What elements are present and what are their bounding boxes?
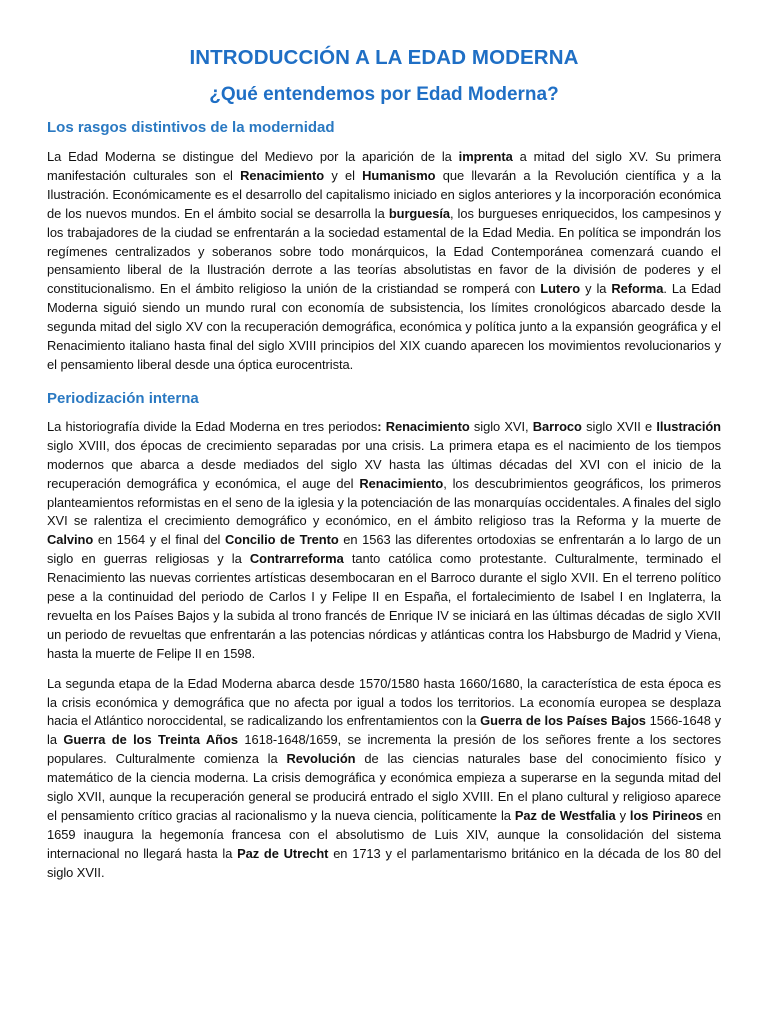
text-run: La historiografía divide la Edad Moderna en tres periodos <box>47 418 378 434</box>
text-run: que llevarán a la Revolución científica y a la Ilustración. Económicamente es el desarrollo del capitalismo iniciado en siglos anteriores y la incorporación económica de los nuevos mundos. En el ámbito social se desarrolla la <box>47 167 722 221</box>
bold-term: Contrarreforma <box>249 551 344 567</box>
bold-term: Lutero <box>540 281 581 297</box>
bold-term: burguesía <box>388 205 450 221</box>
text-run: en 1564 y el final del <box>93 532 225 548</box>
text-run: y <box>615 808 630 823</box>
text-run: a mitad del siglo XV. Su primera manifestación culturales son el <box>47 149 721 183</box>
text-run: en 1563 las diferentes ortodoxias se enfrentarán a lo largo de un siglo en guerras religiosas y la <box>47 532 721 567</box>
page-subtitle: ¿Qué entendemos por Edad Moderna? <box>209 84 559 105</box>
bold-term: Renacimiento <box>240 167 325 183</box>
bold-term: Calvino <box>47 532 94 548</box>
paragraph-periodizacion-1 <box>47 418 721 664</box>
bold-term: los Pirineos <box>629 808 703 823</box>
bold-term: Paz de Westfalia <box>514 808 616 823</box>
text-run: 1618-1648/1659, se incrementa la presión de los señores frente a los sectores populares. Culturalmente comienza la <box>47 732 722 767</box>
document-page <box>47 0 721 883</box>
text-run: 1566-1648 y la <box>47 713 721 748</box>
text-run: en 1659 inaugura la hegemonía francesa con el absolutismo de Luis XIV, aunque la consolidación del sistema internacional no llegará hasta la <box>47 808 721 861</box>
text-run: siglo XVII e <box>581 418 657 434</box>
text-run: de las ciencias naturales base del conocimiento físico y matemático de la ciencia moderna. La crisis demográfica y económica empieza a superarse en la segunda mitad del siglo XVII, aunque la recuperación general se producirá entrado el siglo XVIII. En el plano cultural y religioso aparece el pensamiento crítico gracias al racionalismo y la nueva ciencia, políticamente la <box>47 751 721 823</box>
bold-term: imprenta <box>458 149 513 164</box>
bold-term: Revolución <box>286 751 356 767</box>
bold-term: Reforma <box>611 281 664 297</box>
text-run: y la <box>580 281 612 297</box>
text-run: , los descubrimientos geográficos, los primeros planteamientos reformistas en el seno de la iglesia y la potenciación de las monarquías occidentales. A finales del siglo XVI se ralentiza el crecimiento demográfico y económico, en el ámbito religioso tras la Reforma y la muerte de <box>47 475 721 529</box>
bold-term: Paz de Utrecht <box>237 845 329 861</box>
text-run: , los burgueses enriquecidos, los campesinos y los trabajadores de la ciudad se enfrentarán a la sociedad estamental de la Edad Media. En política se impondrán los regímenes centralizados y soberanos sobre todo monárquicos, la Edad Contemporánea comenzará cuando el pensamiento liberal de la Ilustración derrote a las teorías absolutistas en favor de la división de poderes y el constitucionalismo. En el ámbito religioso la unión de la cristiandad se romperá con <box>47 205 721 297</box>
section-heading-rasgos: Los rasgos distintivos de la modernidad <box>47 119 335 136</box>
text-run: La Edad Moderna se distingue del Medievo por la aparición de la <box>47 149 459 164</box>
paragraph-periodizacion-2 <box>47 675 721 883</box>
text-run: y el <box>324 167 363 183</box>
bold-term: Barroco <box>532 418 582 434</box>
bold-term: Guerra de los Treinta Años <box>63 732 238 748</box>
bold-term: Ilustración <box>656 418 721 434</box>
text-run: en 1713 y el parlamentarismo británico en la década de los 80 del siglo XVII. <box>47 845 722 880</box>
bold-term: Concilio de Trento <box>224 532 339 548</box>
paragraph-rasgos <box>47 148 721 375</box>
text-run: siglo XVIII, dos épocas de crecimiento separadas por una crisis. La primera etapa es el nacimiento de los tiempos modernos que abarca a desde mediados del siglo XV hasta las últimas décadas del XVI con el inicio de la recuperación demográfica y económica, el auge del <box>47 437 721 491</box>
bold-term: Humanismo <box>362 167 436 183</box>
text-run: siglo XVI, <box>469 418 533 434</box>
text-run: tanto católica como protestante. Culturalmente, terminado el Renacimiento las nuevas corrientes artísticas desembocaran en el Barroco durante el siglo XVII. En el terreno político pese a la continuidad del periodo de Carlos I y Felipe II en España, el fortalecimiento de Isabel I en Inglaterra, la revuelta en los Países Bajos y la subida al trono francés de Enrique IV se iniciará en las últimas décadas de siglo XVII un periodo de revueltas que enfrentarán a las potencias nórdicas y atlánticas contra los Habsburgo de Madrid y Viena, hasta la muerte de Felipe II en 1598. <box>47 551 722 661</box>
text-run: . La Edad Moderna siguió siendo un mundo rural con economía de subsistencia, los límites cronológicos abarcado desde la segunda mitad del siglo XV con la recuperación demográfica, económica y política junto a la expansión geográfica y el Renacimiento italiano hasta final del siglo XVIII principios del XIX cuando aparecen los movimientos revolucionarios y el pensamiento liberal desde una óptica eurocentrista. <box>47 281 721 372</box>
bold-term: : Renacimiento <box>377 418 470 434</box>
page-title: INTRODUCCIÓN A LA EDAD MODERNA <box>189 46 579 69</box>
text-run: La segunda etapa de la Edad Moderna abarca desde 1570/1580 hasta 1660/1680, la característica de esta época es la crisis económica y demográfica que no afecta por igual a todos los territorios. La economía europea se desplaza hacia el Atlántico noroccidental, se radicalizando los enfrentamientos con la <box>47 675 721 729</box>
bold-term: Guerra de los Países Bajos <box>480 713 646 729</box>
section-heading-periodizacion: Periodización interna <box>47 389 199 407</box>
bold-term: Renacimiento <box>359 475 444 491</box>
